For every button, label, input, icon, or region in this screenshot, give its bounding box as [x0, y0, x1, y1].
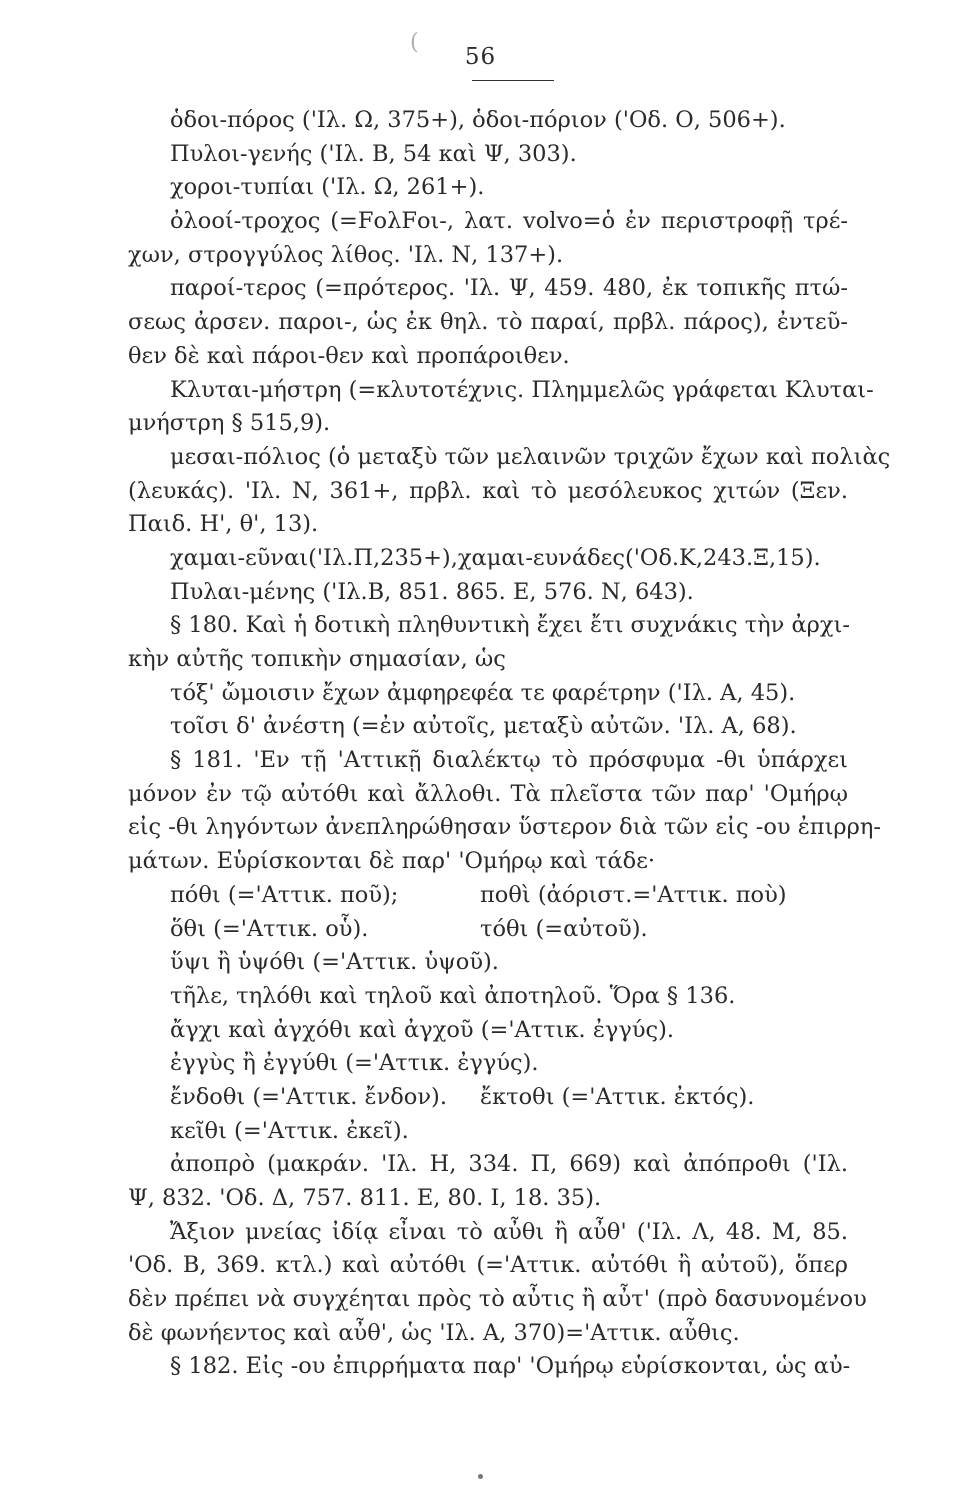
text-line: δὲ φωνήεντος καὶ αὖθ', ὡς 'Ιλ. Α, 370)='Αττικ. αὖθις. — [128, 1319, 740, 1346]
text-line: κὴν αὐτῆς τοπικὴν σημασίαν, ὡς — [128, 646, 506, 672]
text-line — [128, 1081, 848, 1115]
text-line — [128, 879, 848, 913]
text-body — [128, 104, 891, 1384]
text-line — [128, 913, 848, 947]
text-line: χαμαι-εῦναι('Ιλ.Π,235+),χαμαι-ευνάδες('Οδ.Κ,243.Ξ,15). — [170, 544, 821, 571]
text-line: χοροι-τυπίαι ('Ιλ. Ω, 261+). — [170, 174, 485, 201]
text-line: Πυλοι-γενής ('Ιλ. Β, 54 καὶ Ψ, 303). — [170, 140, 577, 167]
text-line-right-column: τόθι (=αὐτοῦ). — [480, 915, 648, 942]
text-line: θεν δὲ καὶ πάροι-θεν καὶ προπάροιθεν. — [128, 342, 570, 369]
text-line: κεῖθι (='Αττικ. ἐκεῖ). — [170, 1117, 409, 1144]
text-line-left-column: ὅθι (='Αττικ. οὗ). — [170, 915, 369, 942]
header-rule — [472, 80, 554, 81]
text-line: σεως ἀρσεν. παροι-, ὡς ἐκ θηλ. τὸ παραί, πρβλ. πάρος), ἐντεῦ- — [128, 309, 848, 336]
text-line: § 182. Εἰς -ου ἐπιρρήματα παρ' 'Ομήρῳ εὑρίσκονται, ὡς αὐ- — [170, 1353, 851, 1380]
page-number: 56 — [464, 44, 497, 70]
text-line-left-column: πόθι (='Αττικ. ποῦ); — [170, 881, 399, 908]
text-line: ὁδοι-πόρος ('Ιλ. Ω, 375+), ὁδοι-πόριον ('Οδ. Ο, 506+). — [170, 107, 786, 133]
bottom-dot-mark — [478, 1474, 483, 1479]
text-line: τῆλε, τηλόθι καὶ τηλοῦ καὶ ἀποτηλοῦ. Ὅρα § 136. — [170, 982, 736, 1009]
text-line: μνήστρη § 515,9). — [128, 410, 331, 437]
text-line: (λευκάς). 'Ιλ. Ν, 361+, πρβλ. καὶ τὸ μεσόλευκος χιτών (Ξεν. — [128, 477, 848, 504]
text-line: Παιδ. Η', θ', 13). — [128, 511, 319, 538]
text-line: ὕψι ἢ ὑψόθι (='Αττικ. ὑψοῦ). — [170, 949, 499, 976]
text-line: Ἄξιον μνείας ἰδίᾳ εἶναι τὸ αὖθι ἢ αὖθ' ('Ιλ. Λ, 48. Μ, 85. — [170, 1218, 848, 1245]
text-line: Πυλαι-μένης ('Ιλ.Β, 851. 865. Ε, 576. Ν, 643). — [170, 578, 694, 605]
text-line: § 180. Καὶ ἡ δοτικὴ πληθυντικὴ ἔχει ἔτι συχνάκις τὴν ἀρχι- — [170, 612, 850, 639]
text-line: εἰς -θι ληγόντων ἀνεπληρώθησαν ὕστερον διὰ τῶν εἰς -ου ἐπιρρη- — [128, 814, 881, 841]
text-line: Κλυται-μήστρη (=κλυτοτέχνις. Πλημμελῶς γράφεται Κλυται- — [170, 376, 874, 403]
text-line: § 181. 'Εν τῇ 'Αττικῇ διαλέκτῳ τὸ πρόσφυμα -θι ὑπάρχει — [170, 747, 848, 774]
text-line-left-column: ἔνδοθι (='Αττικ. ἔνδον). — [170, 1083, 447, 1110]
text-line: ὀλοοί-τροχος (=FολFοι-, λατ. volvo=ὁ ἐν περιστροφῇ τρέ- — [170, 208, 848, 235]
text-line: ἐγγὺς ἢ ἐγγύθι (='Αττικ. ἐγγύς). — [170, 1050, 539, 1077]
text-line: Ψ, 832. 'Οδ. Δ, 757. 811. Ε, 80. Ι, 18. 35). — [128, 1185, 602, 1211]
text-line-right-column: ποθὶ (ἀόριστ.='Αττικ. ποὺ) — [480, 881, 787, 908]
text-line: 'Οδ. Β, 369. κτλ.) καὶ αὐτόθι (='Αττικ. αὐτόθι ἢ αὐτοῦ), ὅπερ — [128, 1252, 848, 1279]
text-line-right-column: ἔκτοθι (='Αττικ. ἐκτός). — [480, 1083, 755, 1110]
text-line: χων, στρογγύλος λίθος. 'Ιλ. Ν, 137+). — [128, 241, 564, 268]
text-line: μόνον ἐν τῷ αὐτόθι καὶ ἄλλοθι. Τὰ πλεῖστα τῶν παρ' 'Ομήρῳ — [128, 780, 848, 807]
text-line: ἀποπρὸ (μακράν. 'Ιλ. Η, 334. Π, 669) καὶ ἀπόπροθι ('Ιλ. — [170, 1151, 848, 1178]
text-line: δὲν πρέπει νὰ συγχέηται πρὸς τὸ αὖτις ἢ αὖτ' (πρὸ δασυνομένου — [128, 1286, 867, 1313]
text-line: παροί-τερος (=πρότερος. 'Ιλ. Ψ, 459. 480, ἐκ τοπικῆς πτώ- — [170, 275, 848, 302]
margin-mark: ( — [410, 30, 419, 55]
text-line: μεσαι-πόλιος (ὁ μεταξὺ τῶν μελαινῶν τριχῶν ἔχων καὶ πολιὰς — [170, 443, 891, 470]
text-line: τοῖσι δ' ἀνέστη (=ἐν αὐτοῖς, μεταξὺ αὐτῶν. 'Ιλ. Α, 68). — [170, 713, 797, 740]
text-line: τόξ' ὤμοισιν ἔχων ἀμφηρεφέα τε φαρέτρην ('Ιλ. Α, 45). — [170, 679, 796, 706]
text-line: μάτων. Εὑρίσκονται δὲ παρ' 'Ομήρῳ καὶ τάδε· — [128, 848, 656, 875]
text-line: ἄγχι καὶ ἀγχόθι καὶ ἀγχοῦ (='Αττικ. ἐγγύς). — [170, 1016, 675, 1043]
